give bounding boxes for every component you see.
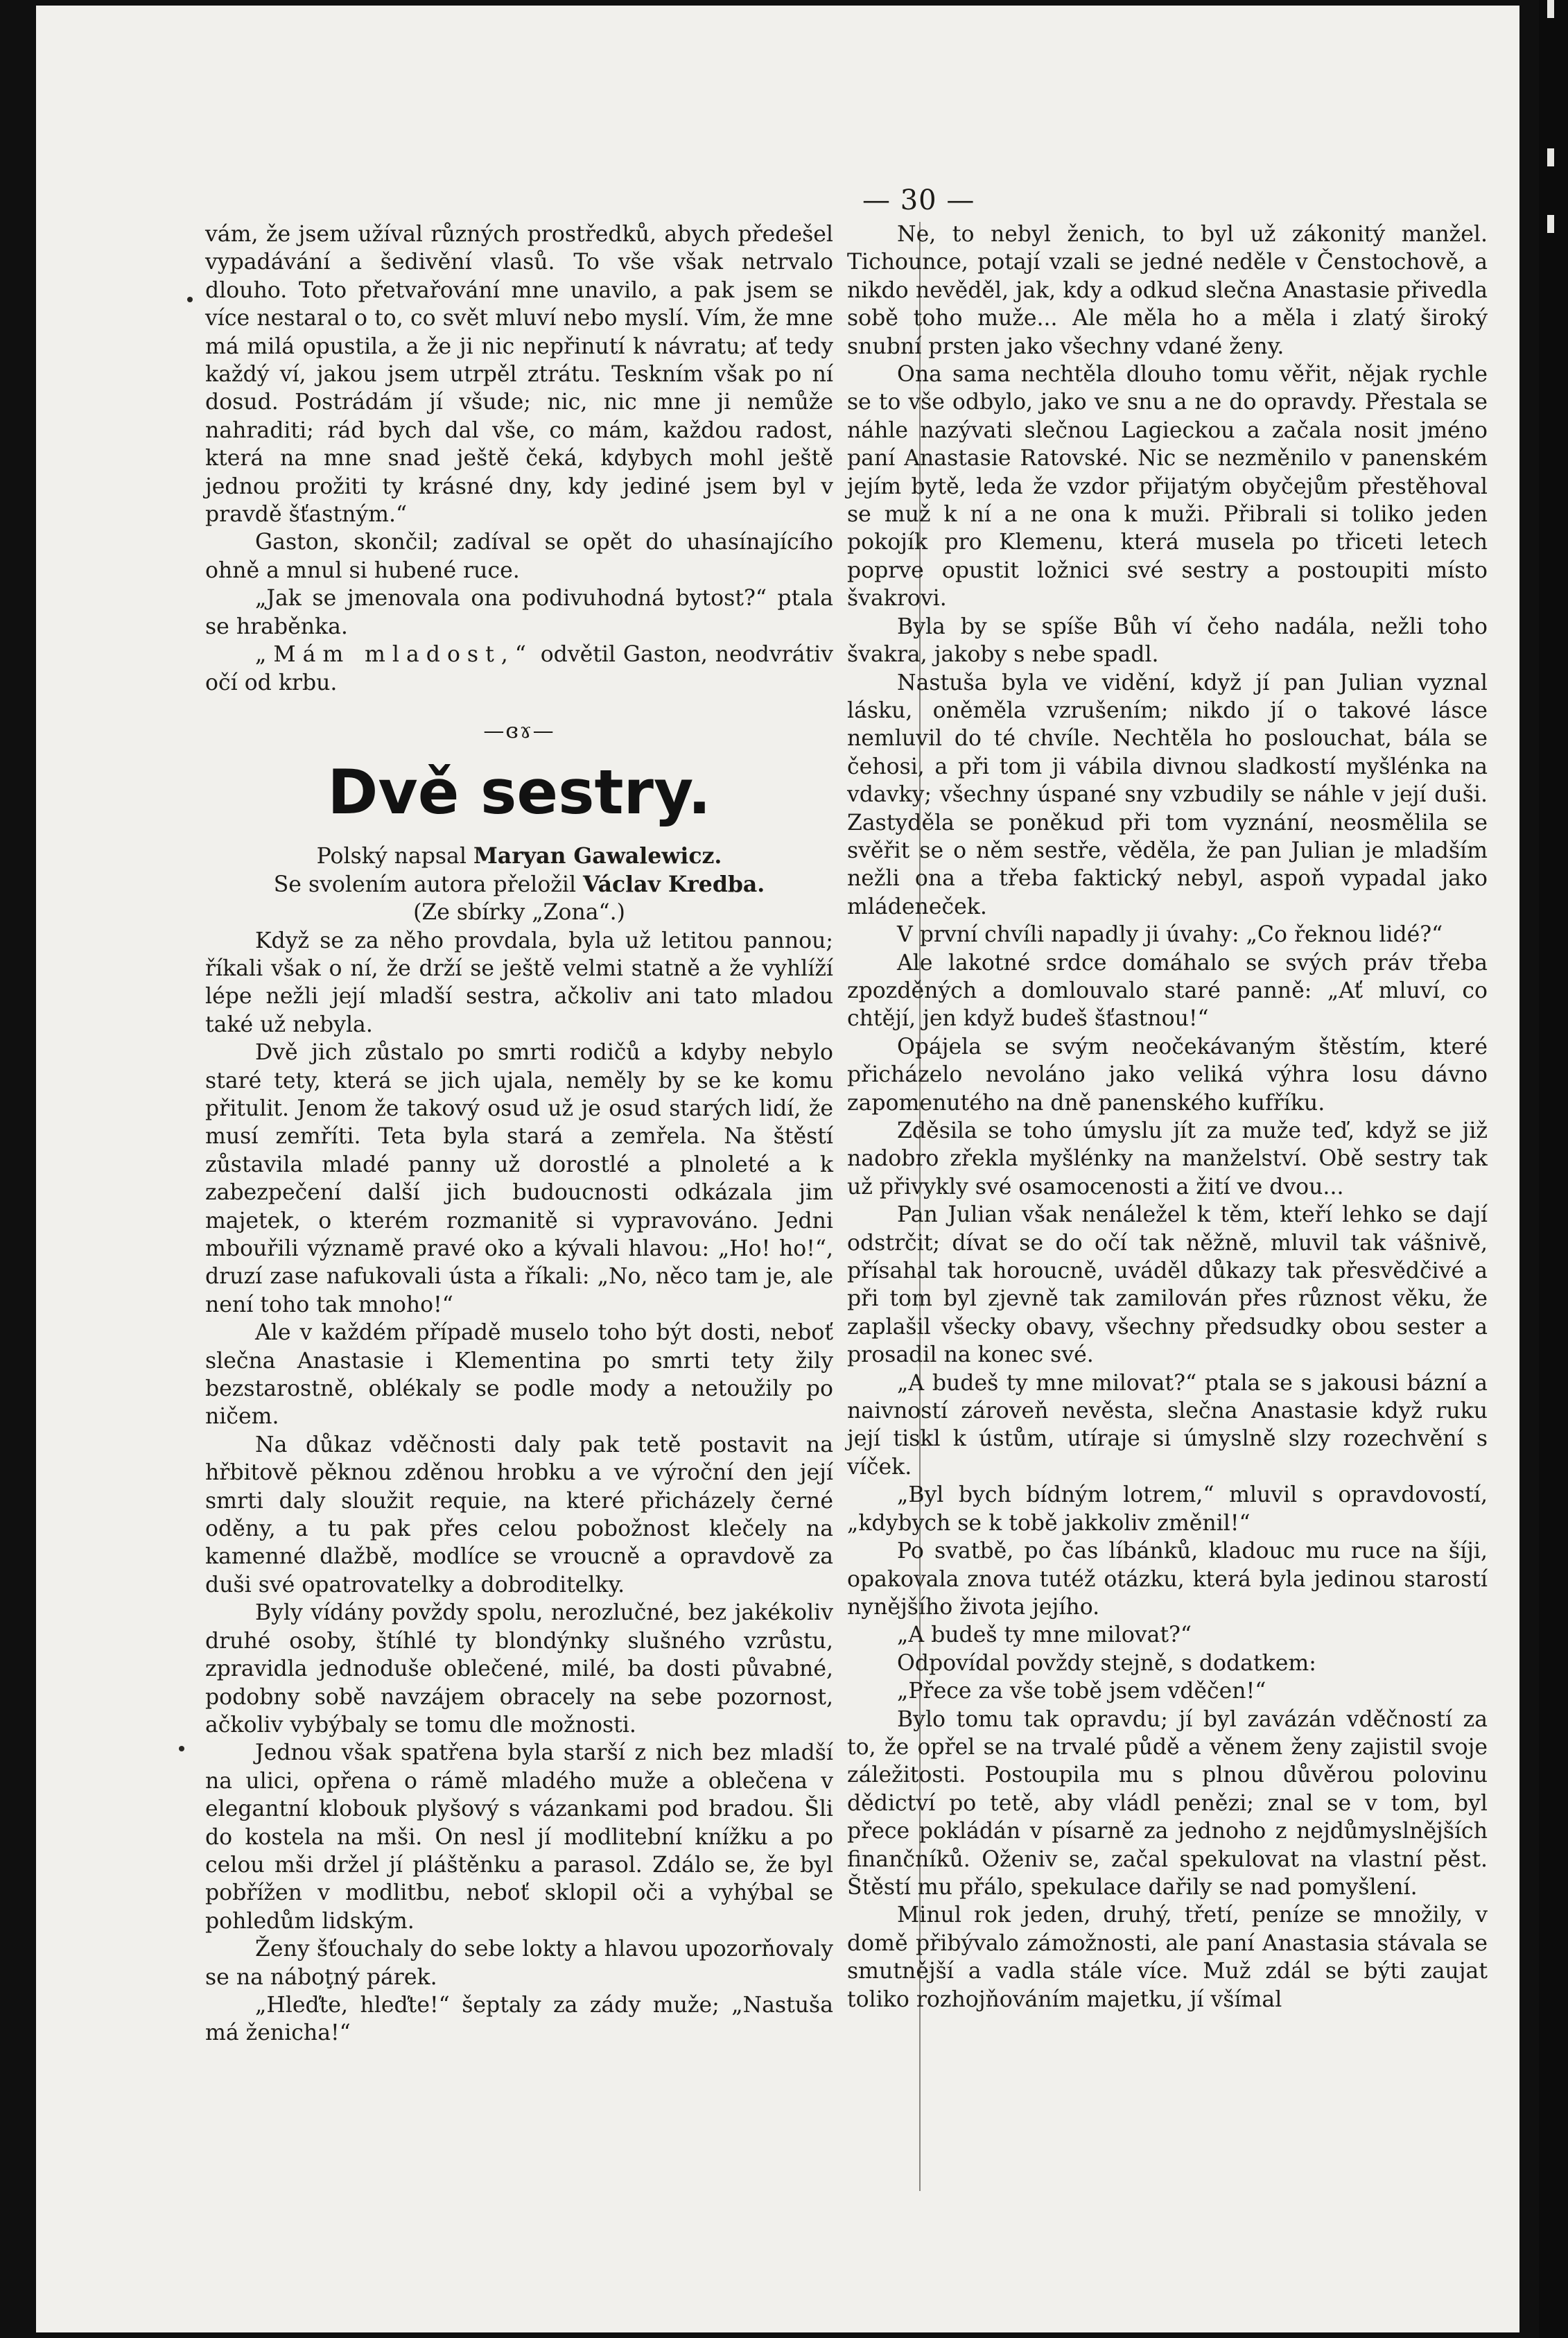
paragraph: Opájela se svým neočekávaným štěstím, které přicházelo nevoláno jako veliká výhra losu dávno zapomenutého na dně panenského kufříku. <box>847 1034 1488 1116</box>
answer-spaced: „Mám mladost,“ <box>255 642 533 668</box>
print-speck <box>179 1746 184 1751</box>
paragraph: Bylo tomu tak opravdu; jí byl zavázán vděčností za to, že opřel se na trvalé půdě a věnem ženy zajistil svoje záležitosti. Postoupila mu s plnou důvěrou polovinu dědictví po tetě, aby vládl penězi; znal se v tom, byl přece pokládán v písarně za jednoho z nejdůmyslnějších finančníků. Oženiv se, začal spekulovat na vlastní pěst. Štěstí mu přálo, spekulace dařily se nad pomyšlení. <box>847 1706 1488 1900</box>
paragraph: Ale lakotné srdce domáhalo se svých práv třeba zpozděných a domlouvalo staré panně: „Ať mluví, co chtějí, jen když budeš šťastnou!“ <box>847 950 1488 1032</box>
paragraph: Zděsila se toho úmyslu jít za muže teď, když se již nadobro zřekla myšlénky na manželství. Obě sestry tak už přivykly své osamocenosti a žití ve dvou... <box>847 1118 1488 1200</box>
answer-rest: odvětil Gaston, neodvrátiv očí od krbu. <box>205 642 833 695</box>
paragraph: Minul rok jeden, druhý, třetí, peníze se množily, v domě přibývalo zámožnosti, ale paní Anastasia stávala se smutnější a vadla stále více. Muž zdál se býti zaujat toliko rozhojňováním majetku, jí všímal <box>847 1903 1488 2012</box>
page-edge-shadow <box>1539 0 1568 2338</box>
paragraph: Ona sama nechtěla dlouho tomu věřit, nějak rychle se to vše odbylo, jako ve snu a ne do opravdy. Přestala se náhle nazývati slečnou Lagieckou a začala nosit jméno paní Anastasie Ratovské. Nic se nezměnilo v panenském jejím bytě, leda že vzdor přijatým obyčejům přestěhoval se muž k ní a ne ona k muži. Přibrali si toliko jeden pokojík pro Klemenu, která musela po třiceti letech poprve opustit ložnici své sestry a postoupiti místo švakrovi. <box>847 362 1488 612</box>
edge-mark <box>1547 215 1554 233</box>
translator-credit <box>205 871 833 899</box>
paragraph: Nastuša byla ve vidění, když jí pan Julian vyznal lásku, oněměla vzrušením; nikdo jí o takové lásce nemluvil do té chvíle. Nechtěla ho poslouchat, bála se čehosi, a při tom ji vábila divnou sladkostí myšlénka na vdavky; všechny úspané sny vzbudily se náhle v její duši. Zastyděla se poněkud při tom vyznání, neosmělila se svěřit se o něm sestře, věděla, že pan Julian je mladším nežli ona a třeba faktický nebyl, aspoň vypadal jako mládeneček. <box>847 670 1488 919</box>
right-column <box>847 220 1488 2014</box>
paragraph: Po svatbě, po čas líbánků, kladouc mu ruce na šíji, opakovala znova tutéž otázku, která byla jedinou starostí nynějšího života jejího. <box>847 1539 1488 1620</box>
paragraph: Ne, to nebyl ženich, to byl už zákonitý manžel. Tichounce, potají vzali se jedné neděle v Čenstochově, a nikdo nevěděl, jak, kdy a odkud slečna Anastasie přivedla sobě toho muže... Ale měla ho a měla i zlatý široký snubní prsten jako všechny vdané ženy. <box>847 222 1488 359</box>
paragraph: „A budeš ty mne milovat?“ <box>897 1622 1192 1648</box>
paragraph: „Byl bych bídným lotrem,“ mluvil s opravdovostí, „kdybych se k tobě jakkoliv změnil!“ <box>847 1482 1488 1536</box>
paragraph: „Přece za vše tobě jsem vděčen!“ <box>897 1679 1266 1704</box>
story-title: Dvě sestry. <box>327 756 711 829</box>
paragraph: Ale v každém případě muselo toho být dosti, neboť slečna Anastasie i Klementina po smrti tety žily bezstarostně, oblékaly se podle mody a netoužily po ničem. <box>205 1320 833 1430</box>
edge-mark <box>1547 0 1554 18</box>
paragraph: Odpovídal povždy stejně, s dodatkem: <box>897 1650 1316 1676</box>
page-number: — 30 — <box>862 184 975 216</box>
translator-name: Václav Kredba. <box>583 871 765 897</box>
paragraph: „Jak se jmenovala ona podivuhodná bytost?“ ptala se hraběnka. <box>205 586 833 639</box>
paragraph: Byla by se spíše Bůh ví čeho nadála, nežli toho švakra, jakoby s nebe spadl. <box>847 614 1488 668</box>
edge-mark <box>1547 148 1554 166</box>
translator-credit-prefix: Se svolením autora přeložil <box>273 872 584 897</box>
print-speck <box>187 297 193 302</box>
paragraph: Pan Julian však nenáležel k těm, kteří lehko se dají odstrčit; dívat se do očí tak něžně, mluvil tak vášnivě, přísahal tak horoucně, uváděl důkazy tak přesvědčivé a při tom byl zjevně tak zamilován přes různost věku, že zaplašil všecky obavy, všechny předsudky obou sester a prosadil na konec své. <box>847 1202 1488 1368</box>
paragraph: Jednou však spatřena byla starší z nich bez mladší na ulici, opřena o rámě mladého muže a oblečena v elegantní klobouk plyšový s vázankami pod bradou. Šli do kostela na mši. On nesl jí modlitební knížku a po celou mši držel jí pláštěnku a parasol. Zdálo se, že byl pobřížen v modlitbu, neboť sklopil oči a vyhýbal se pohledům lidským. <box>205 1740 833 1934</box>
paragraph: „Hleďte, hleďte!“ šeptaly za zády muže; „Nastuša má ženicha!“ <box>205 1992 833 2046</box>
paragraph: Ženy šťouchaly do sebe lokty a hlavou upozorňovaly se na náboţný párek. <box>205 1937 833 1990</box>
paragraph-answer <box>205 641 833 697</box>
section-ornament: —ɞɤ— <box>483 718 555 743</box>
left-column <box>205 220 833 2047</box>
paragraph-continuation: vám, že jsem užíval různých prostředků, abych předešel vypadávání a šedivění vlasů. To vše však netrvalo dlouho. Toto přetvařování mne unavilo, a pak jsem se více nestaral o to, co svět mluví nebo myslí. Vím, že mne má milá opustila, a že ji nic nepřinutí k návratu; ať tedy každý ví, jakou jsem utrpěl ztrátu. Teskním však po ní dosud. Postrádám jí všude; nic, nic mne ji nemůže nahraditi; rád bych dal vše, co mám, každou radost, která na mne snad ještě čeká, kdybych mohl ještě jednou prožiti ty krásné dny, kdy jediné jsem byl v pravdě šťastným.“ <box>205 222 833 528</box>
paragraph: V první chvíli napadly ji úvahy: „Co řeknou lidé?“ <box>897 922 1443 948</box>
paragraph: Když se za něho provdala, byla už letitou pannou; říkali však o ní, že drží se ještě velmi statně a že vyhlíží lépe nežli její mladší sestra, ačkoliv ani tato mladou také už nebyla. <box>205 928 833 1037</box>
paragraph: Na důkaz vděčnosti daly pak tetě postavit na hřbitově pěknou zděnou hrobku a ve výroční den její smrti daly sloužit requie, na které přicházely černé oděny, a tu pak přes celou pobožnost klečely na kamenné dlažbě, modlíce se vroucně a opravdově za duši své opatrovatelky a dobroditelky. <box>205 1432 833 1597</box>
paragraph: Byly vídány povždy spolu, nerozlučné, bez jakékoliv druhé osoby, štíhlé ty blondýnky slušného vzrůstu, zpravidla jednoduše oblečené, milé, ba dosti půvabné, podobny sobě navzájem obracely na sebe pozornost, ačkoliv vybýbaly se tomu dle možnosti. <box>205 1600 833 1738</box>
author-credit <box>205 842 833 870</box>
source-note: (Ze sbírky „Zona“.) <box>413 900 625 926</box>
paragraph: „A budeš ty mne milovat?“ ptala se s jakousi bázní a naivností zároveň nevěsta, slečna Anastasie když ruku její tiskl k ústům, utíraje si úmyslně slzy rozechvění s víček. <box>847 1370 1488 1480</box>
author-credit-prefix: Polský napsal <box>316 844 473 869</box>
author-name: Maryan Gawalewicz. <box>473 843 722 869</box>
paragraph: Dvě jich zůstalo po smrti rodičů a kdyby nebylo staré tety, která se jich ujala, neměly by se ke komu přitulit. Jenom že takový osud už je osud starých lidí, že musí zemříti. Teta byla stará a zemřela. Na štěstí zůstavila mladé panny už dorostlé a plnoleté a k zabezpečení další jich budoucnosti odkázala jim majetek, o kterém rozmanitě si vypravováno. Jedni mbouřili významě pravé oko a kývali hlavou: „Ho! ho!“, druzí zase nafukovali ústa a říkali: „No, něco tam je, ale není toho tak mnoho!“ <box>205 1040 833 1317</box>
paragraph: Gaston, skončil; zadíval se opět do uhasínajícího ohně a mnul si hubené ruce. <box>205 530 833 583</box>
